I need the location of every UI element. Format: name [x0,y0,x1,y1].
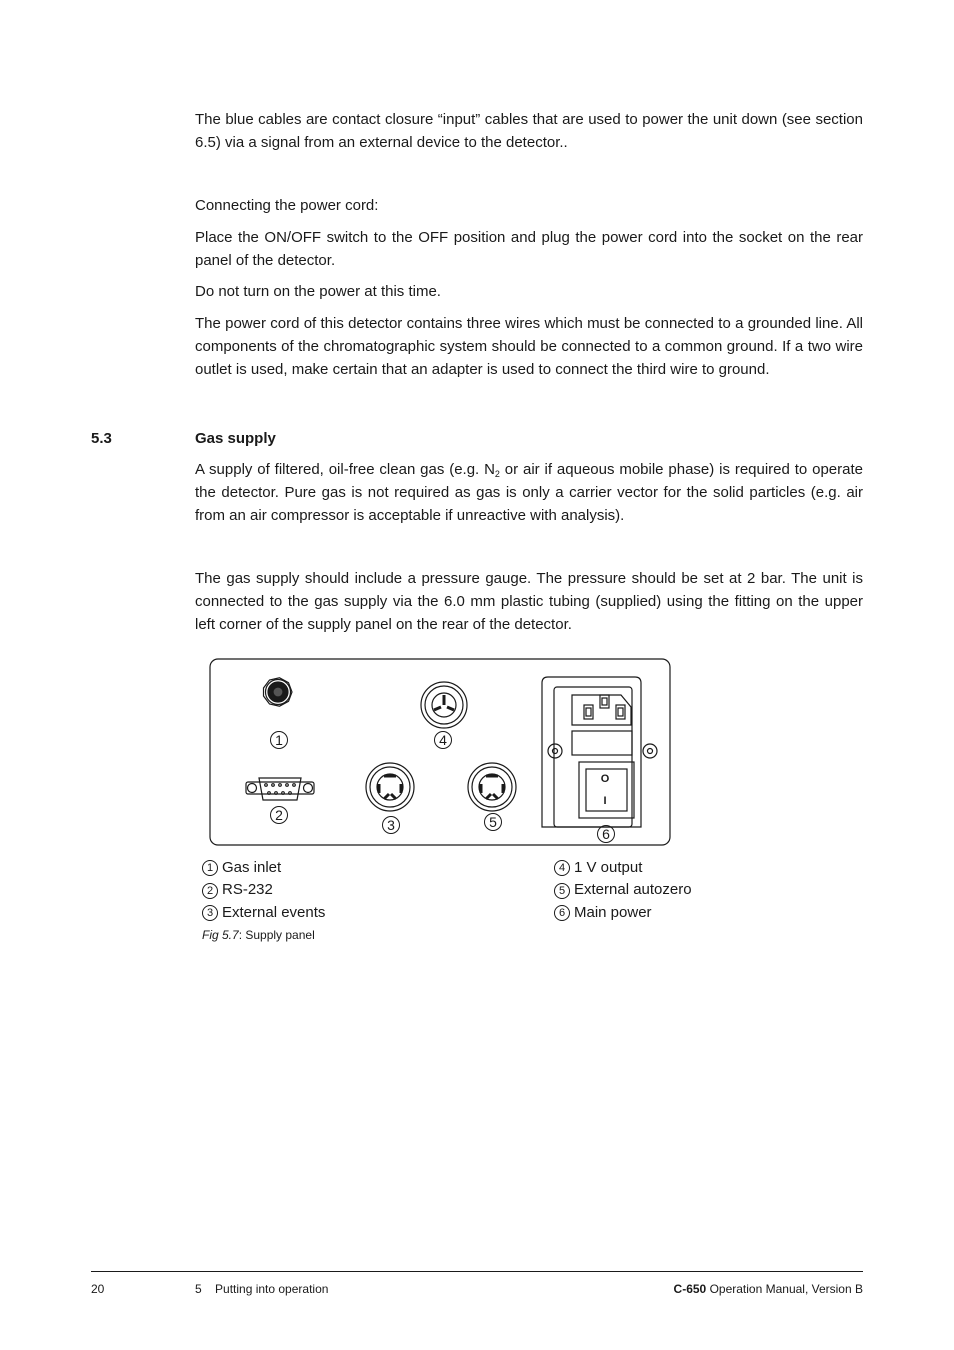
external-events-connector-icon [366,763,414,811]
page-number: 20 [91,1282,105,1296]
paragraph-connecting-power-cord: Connecting the power cord: [195,197,379,214]
marker-3-label: 3 [387,817,395,833]
legend-num: 2 [202,883,218,899]
legend-left [202,857,325,924]
paragraph-onoff-switch: Place the ON/OFF switch to the OFF position and plug the power cord into the socket on the rear panel of the detector. [195,229,863,269]
footer-manual: Operation Manual, Version B [706,1282,863,1296]
legend-item [554,879,692,901]
figure-caption [202,928,315,942]
footer-manual-title [674,1282,863,1296]
marker-2-label: 2 [275,807,283,823]
legend-right [554,857,692,924]
legend-label: External autozero [574,881,692,899]
marker-2 [271,807,288,824]
paragraph-blue-cables: The blue cables are contact closure “input” cables that are used to power the unit down (see section 6.5) via a signal from an external device to the detector.. [195,111,863,151]
legend-item [202,879,325,901]
main-power-module-icon [542,677,657,827]
gas-text-after: or air if aqueous mobile phase) is required to operate the detector. Pure gas is not required as gas is only a carrier vector for the solid particles (e.g. air from an air compressor is acceptable if unreactive with analysis). [195,461,863,524]
legend-num: 5 [554,883,570,899]
footer-rule [91,1271,863,1272]
legend-label: RS-232 [222,881,273,899]
marker-4 [435,732,452,749]
switch-on-symbol: I [603,795,607,807]
legend-num: 4 [554,860,570,876]
marker-4-label: 4 [439,732,447,748]
switch-off-symbol: O [600,773,610,785]
marker-6-label: 6 [602,826,610,842]
legend-label: External events [222,903,326,921]
legend-label: Main power [574,903,652,921]
legend-label: 1 V output [574,859,643,876]
paragraph-power-cord-ground: The power cord of this detector contains three wires which must be connected to a grounded line. All components of the chromatographic system should be connected to a common ground. If a two wire outlet is used, make certain that an adapter is used to connect the third wire to ground. [195,315,863,378]
caption-ref: Fig 5.7 [202,928,239,942]
marker-5 [485,814,502,831]
n2-subscript: 2 [494,469,500,479]
legend-item [202,902,325,924]
footer-chapter: 5 Putting into operation [195,1282,329,1296]
paragraph-do-not-turn-on: Do not turn on the power at this time. [195,283,441,300]
marker-5-label: 5 [489,814,497,830]
legend-num: 3 [202,905,218,921]
gas-text-before: A supply of filtered, oil-free clean gas (e.g. N [195,461,495,478]
external-autozero-connector-icon [468,763,516,811]
one-volt-output-connector-icon [421,682,467,728]
marker-1-label: 1 [275,732,283,748]
section-number: 5.3 [91,430,112,447]
legend-label: Gas inlet [222,859,282,876]
section-title: Gas supply [195,430,276,447]
legend-item [554,902,692,924]
marker-3 [383,817,400,834]
rs232-port-icon [246,778,314,800]
legend-item [554,857,692,879]
gas-inlet-fitting-icon [264,678,293,706]
supply-panel-figure [205,655,675,850]
paragraph-pressure-gauge: The gas supply should include a pressure gauge. The pressure should be set at 2 bar. The unit is connected to the gas supply via the 6.0 mm plastic tubing (supplied) using the fitting on the upper left corner of the supply panel on the rear of the detector. [195,570,863,633]
legend-item [202,857,325,879]
marker-6 [598,826,615,843]
marker-1 [271,732,288,749]
legend-num: 6 [554,905,570,921]
caption-text: : Supply panel [238,928,315,942]
paragraph-gas-supply-requirement [195,459,863,527]
legend-num: 1 [202,860,218,876]
footer-product: C-650 [673,1282,707,1296]
